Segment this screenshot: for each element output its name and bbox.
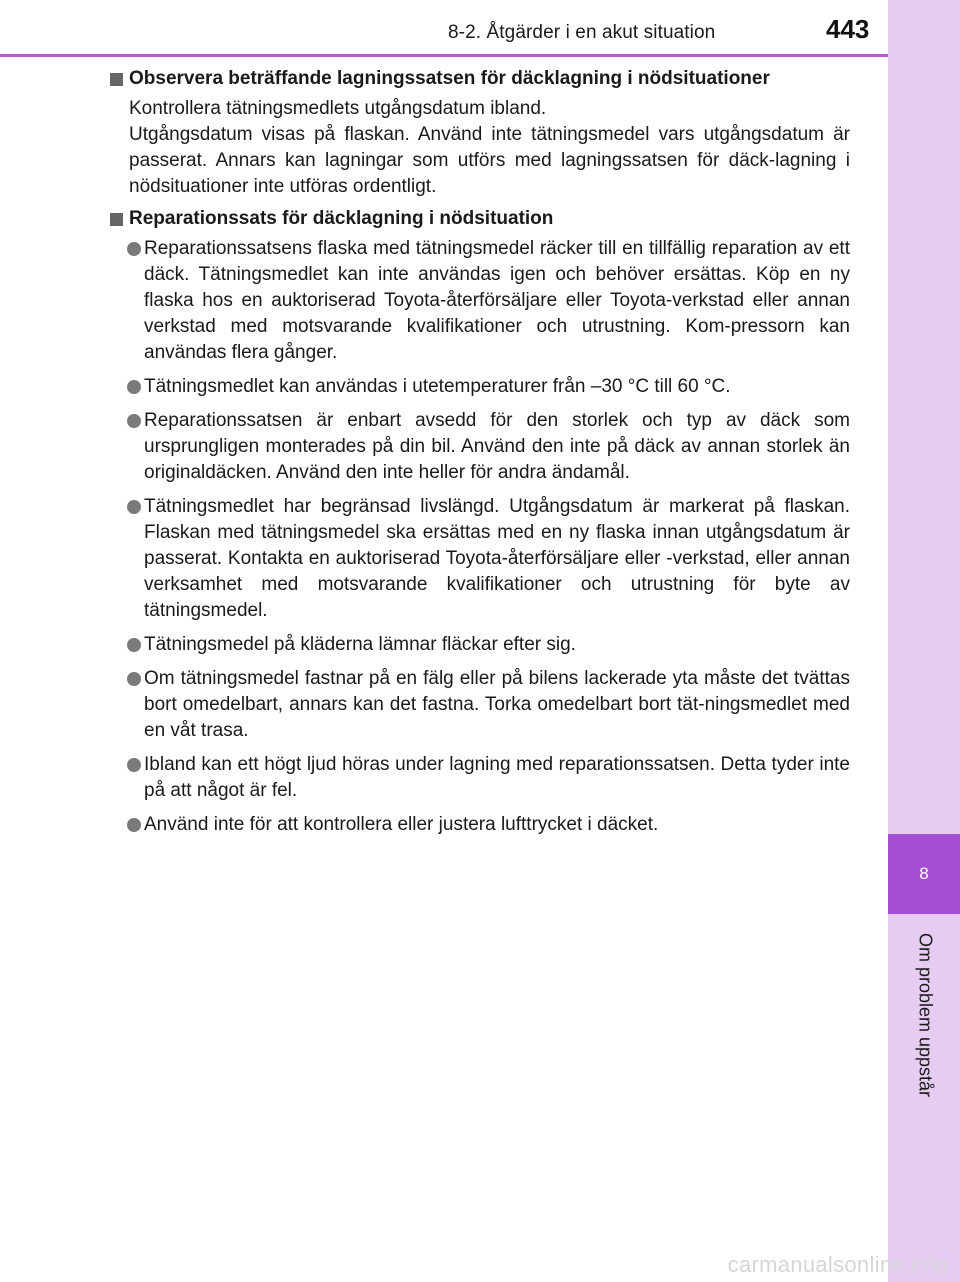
circle-bullet-icon [127, 242, 141, 256]
circle-bullet-icon [127, 818, 141, 832]
circle-bullet-icon [127, 500, 141, 514]
square-bullet-icon [110, 73, 123, 86]
section-title: 8-2. Åtgärder i en akut situation [448, 22, 716, 43]
chapter-label: Om problem uppstår [915, 932, 936, 1098]
page-number: 443 [826, 14, 870, 44]
section-body [110, 96, 850, 200]
list-item [110, 408, 850, 486]
section-heading-text: Observera beträffande lagningssatsen för däcklagning i nödsituationer [129, 68, 770, 89]
section-repair-kit [110, 206, 850, 838]
main-content [110, 66, 850, 846]
list-item-text: Om tätningsmedel fastnar på en fälg eller på bilens lackerade yta måste det tvättas bort omedelbart, annars kan det fastna. Torka omedelbart bort tät-ningsmedlet med en våt trasa. [144, 668, 850, 741]
section-sealant-notice [110, 66, 850, 200]
section-heading [110, 206, 850, 232]
chapter-number: 8 [919, 864, 929, 883]
list-item [110, 752, 850, 804]
square-bullet-icon [110, 213, 123, 226]
circle-bullet-icon [127, 758, 141, 772]
list-item [110, 374, 850, 400]
section-heading [110, 66, 850, 92]
list-item-text: Tätningsmedlet har begränsad livslängd. Utgångsdatum är markerat på flaskan. Flaskan med tätningsmedel ska ersättas med en ny flaska innan utgångsdatum är passerat. Kontakta en auktoriserad Toyota-återförsäljare eller -verkstad, eller annan verksamhet med motsvarande kvalifikationer och utrustning för byte av tätningsmedel. [144, 496, 850, 621]
paragraph: Utgångsdatum visas på flaskan. Använd inte tätningsmedel vars utgångsdatum är passerat. Annars kan lagningar som utförs med lagningssatsen för däck-lagning i nödsituationer inte utföras ordentligt. [129, 124, 850, 197]
list-item [110, 666, 850, 744]
list-item-text: Ibland kan ett högt ljud höras under lagning med reparationssatsen. Detta tyder inte på att något är fel. [144, 754, 850, 801]
circle-bullet-icon [127, 638, 141, 652]
bullet-list [110, 236, 850, 838]
list-item [110, 236, 850, 366]
list-item-text: Reparationssatsens flaska med tätningsmedel räcker till en tillfällig reparation av ett däck. Tätningsmedlet kan inte användas igen och behöver ersättas. Köp en ny flaska hos en auktoriserad Toyota-återförsäljare eller Toyota-verkstad eller annan verkstad med motsvarande kvalifikationer och utrustning. Kom-pressorn kan användas flera gånger. [144, 238, 850, 363]
chapter-tab [888, 834, 960, 914]
list-item-text: Tätningsmedlet kan användas i utetemperaturer från –30 °C till 60 °C. [144, 376, 731, 397]
circle-bullet-icon [127, 414, 141, 428]
circle-bullet-icon [127, 672, 141, 686]
list-item [110, 494, 850, 624]
list-item [110, 632, 850, 658]
list-item [110, 812, 850, 838]
list-item-text: Tätningsmedel på kläderna lämnar fläckar efter sig. [144, 634, 576, 655]
list-item-text: Använd inte för att kontrollera eller justera lufttrycket i däcket. [144, 814, 659, 835]
list-item-text: Reparationssatsen är enbart avsedd för den storlek och typ av däck som ursprungligen monterades på din bil. Använd den inte på däck av annan storlek än originaldäcken. Använd den inte heller för andra ändamål. [144, 410, 850, 483]
paragraph: Kontrollera tätningsmedlets utgångsdatum ibland. [129, 98, 547, 119]
section-heading-text: Reparationssats för däcklagning i nödsituation [129, 208, 554, 229]
circle-bullet-icon [127, 380, 141, 394]
watermark: carmanualsonline.info [727, 1252, 948, 1277]
header-divider [0, 54, 888, 57]
